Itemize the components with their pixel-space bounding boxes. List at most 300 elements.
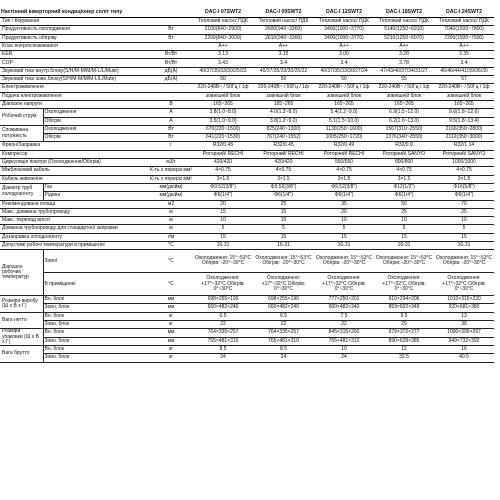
value-cell: Φ6(1/4") — [193, 192, 253, 200]
unit-cell: мм — [149, 296, 193, 304]
unit-cell: °C — [149, 273, 193, 296]
group-label: Споживана потужність — [0, 125, 43, 142]
value-cell: 660×482×240 — [193, 304, 253, 312]
value-cell: 10 — [314, 346, 374, 354]
value-cell: 3.43 — [193, 59, 253, 67]
value-cell: 949×732×392 — [434, 337, 494, 345]
value-cell: 800/800 — [374, 159, 434, 167]
value-cell: 3.8(1.0~8.0) — [193, 109, 253, 117]
value-cell: 220-240В~ / 50Гц / 1ф — [253, 84, 314, 92]
value-cell: 3.28 — [374, 51, 434, 59]
table-row — [0, 225, 494, 233]
value-cell: Охолодження: +17°~32°C Обігрів: 0°~30°C — [314, 273, 374, 296]
value-cell: R32/0.45 — [253, 142, 314, 150]
value-cell: 25 — [374, 208, 434, 216]
value-cell: 9.5 — [374, 312, 434, 320]
unit-cell: м — [149, 225, 193, 233]
table-row — [0, 150, 494, 158]
value-cell: 15 — [253, 208, 314, 216]
value-cell: зовнішній блок — [193, 92, 253, 100]
value-cell: 7.5 — [314, 312, 374, 320]
table-row — [0, 329, 494, 337]
value-cell: 165~265 — [374, 100, 434, 108]
row-label: Макс. перепад висот — [0, 217, 149, 225]
table-row — [0, 200, 494, 208]
value-cell: Φ9.52(3/8") — [253, 183, 314, 191]
value-cell: 16-31 — [314, 242, 374, 250]
value-cell: 40/37/35/33/30/27/24 — [314, 67, 374, 75]
value-cell: зовнішній блок — [434, 92, 494, 100]
row-label: Продуктивність охолодження — [0, 26, 149, 34]
value-cell: 3.15 — [253, 51, 314, 59]
table-row — [0, 159, 494, 167]
table-row — [0, 142, 494, 150]
unit-cell — [149, 42, 193, 50]
value-cell: 4×0.75 — [253, 167, 314, 175]
table-row — [0, 67, 494, 75]
table-row — [0, 84, 494, 92]
row-label: Міжблоковий кабель — [0, 167, 149, 175]
value-cell: 3×1.5 — [434, 175, 494, 183]
value-cell: 220-240В~ / 50Гц / 1ф — [374, 84, 434, 92]
group-label: Діапазон робочих температур — [0, 250, 43, 296]
unit-cell: Вт — [149, 125, 193, 133]
value-cell: Охолодження: 15°~53°C Обігрів: -20°~30°C — [434, 250, 494, 273]
value-cell: 46/46/44/41/39/36/30 — [434, 67, 494, 75]
value-cell: A++ — [314, 42, 374, 50]
group-label: Діаметр труб холодоагенту — [0, 183, 43, 200]
unit-cell: мм — [149, 304, 193, 312]
table-title: Настінний інверторний кондиціонер спліт типу — [0, 9, 149, 18]
table-row — [0, 175, 494, 183]
unit-cell: кг — [149, 346, 193, 354]
unit-cell: К-ть x переріз мм² — [150, 175, 192, 182]
value-cell: 764×335×257 — [193, 329, 253, 337]
value-cell: Φ6(1/4") — [434, 192, 494, 200]
value-cell: 1376(340~2550) — [374, 134, 434, 142]
value-cell: 12 — [374, 346, 434, 354]
group-label: Робочий струм — [0, 109, 43, 126]
model-header: DAC-I 09SWT2 — [253, 9, 314, 18]
value-cell: Роторний/ RECHI — [193, 150, 253, 158]
value-cell: 3.8(1.2~9.0) — [253, 117, 314, 125]
value-cell: 15 — [253, 233, 314, 241]
value-cell: 16-31 — [374, 242, 434, 250]
group-label: Вага нетто — [0, 312, 43, 329]
model-header: DAC-I 07SWT2 — [193, 9, 253, 18]
value-cell: Φ9.52(3/8") — [193, 183, 253, 191]
unit-cell: В — [149, 100, 193, 108]
value-cell: 6.2(1.6~13.0) — [374, 117, 434, 125]
value-cell: Φ6(1/4") — [374, 192, 434, 200]
value-cell: Тепловий насос/ ПДК — [314, 18, 374, 26]
table-row — [0, 304, 494, 312]
value-cell: 853×602×349 — [374, 304, 434, 312]
value-cell: 220-240В~ / 50Гц / 1ф — [193, 84, 253, 92]
value-cell: R32/0.49 — [314, 142, 374, 150]
value-cell: 10 — [374, 217, 434, 225]
value-cell: 9.5(1.8~13.4) — [434, 117, 494, 125]
value-cell: 1567(310~2550) — [374, 125, 434, 133]
value-cell: Охолодження: +17°~32°C Обігрів: 0°~30°C — [434, 273, 494, 296]
unit-cell: °C — [149, 250, 193, 273]
value-cell: зовнішній блок — [253, 92, 314, 100]
value-cell: 5 — [314, 225, 374, 233]
row-label: Кабель живлення — [0, 175, 149, 183]
value-cell: 765×481×310 — [253, 337, 314, 345]
value-cell: 24 — [253, 354, 314, 362]
value-cell: Охолодження: 15°~53°C Обігрів: -20°~30°C — [314, 250, 374, 273]
model-header: DAC-I 12SWT2 — [314, 9, 374, 18]
sub-label: Зовн. блок — [43, 337, 149, 345]
sub-label: Вн. блок — [43, 346, 149, 354]
spec-table — [0, 9, 494, 363]
value-cell: зовнішній блок — [374, 92, 434, 100]
value-cell: 5140(1250~6910) — [374, 26, 434, 34]
row-label: Тип / Керування — [0, 18, 149, 26]
value-cell: 32.5 — [374, 354, 434, 362]
value-cell: 777×250×201 — [314, 296, 374, 304]
value-cell: 10 — [253, 217, 314, 225]
sub-label: Рідина — [43, 192, 149, 200]
value-cell: 3×1.5 — [314, 175, 374, 183]
value-cell: 3.4 — [434, 59, 494, 67]
value-cell: 20 — [193, 200, 253, 208]
unit-cell: Вт — [149, 34, 193, 42]
value-cell: 5 — [374, 225, 434, 233]
unit-cell: дБ(A) — [149, 67, 193, 75]
value-cell: 825(240~1300) — [253, 125, 314, 133]
value-cell: 25 — [434, 208, 494, 216]
row-label: EER — [0, 51, 149, 59]
table-row — [0, 76, 494, 84]
table-row — [0, 42, 494, 50]
value-cell: 55 — [374, 76, 434, 84]
value-cell: A++ — [193, 42, 253, 50]
unit-cell — [149, 92, 193, 100]
group-label: Вага брутто — [0, 346, 43, 363]
value-cell: 70 — [434, 200, 494, 208]
value-cell: Тепловий насос/ ПДК — [193, 18, 253, 26]
sub-label: Вн. блок — [43, 296, 149, 304]
row-label: Електроживлення — [0, 84, 149, 92]
value-cell: A++ — [253, 42, 314, 50]
value-cell: Роторний/ SANYO — [434, 150, 494, 158]
value-cell: Тепловий насос/ ПДК — [434, 18, 494, 26]
value-cell: 4.0(1.2~8.0) — [253, 109, 314, 117]
value-cell: 420/420 — [253, 159, 314, 167]
value-cell: Φ16(5/8") — [434, 183, 494, 191]
unit-cell: м2 — [149, 200, 193, 208]
unit-cell: Вт/Вт — [149, 59, 193, 67]
value-cell: 910×294×206 — [374, 296, 434, 304]
value-cell: 1000/1000 — [434, 159, 494, 167]
row-label: Клас енергоспоживання — [0, 42, 149, 50]
row-label: COP — [0, 59, 149, 67]
table-row — [0, 51, 494, 59]
value-cell: 40/37/35/33/30/25/22 — [253, 67, 314, 75]
table-row — [0, 18, 494, 26]
row-label: Продуктивність обігріву — [0, 34, 149, 42]
value-cell: 22 — [193, 320, 253, 328]
value-cell: R32/1.14 — [434, 142, 494, 150]
spec-body — [0, 18, 494, 363]
unit-cell: мм(дюйм) — [149, 192, 193, 200]
value-cell: 765×481×310 — [193, 337, 253, 345]
value-cell: 15 — [374, 233, 434, 241]
value-cell: 10 — [434, 217, 494, 225]
value-cell: 698×255×190 — [253, 296, 314, 304]
value-cell: 420/420 — [193, 159, 253, 167]
value-cell: Роторний/ SANYO — [374, 150, 434, 158]
value-cell: Охолодження: +17°~32°C Обігрів: 0°~30°C — [374, 273, 434, 296]
value-cell: зовнішній блок — [314, 92, 374, 100]
value-cell: 2100(840~2900) — [193, 26, 253, 34]
value-cell: 6.5 — [193, 312, 253, 320]
value-cell: 7040(1500~7800) — [434, 26, 494, 34]
value-cell: 8.5 — [193, 346, 253, 354]
table-row — [0, 208, 494, 216]
value-cell: 15 — [314, 233, 374, 241]
value-cell: 3×1.5 — [253, 175, 314, 183]
value-cell: 50 — [374, 200, 434, 208]
value-cell: 8.5 — [253, 346, 314, 354]
value-cell: 13 — [434, 312, 494, 320]
value-cell: A++ — [434, 42, 494, 50]
value-cell: 2600(940~3360) — [253, 26, 314, 34]
unit-cell: А — [149, 109, 193, 117]
value-cell: 165~265 — [314, 100, 374, 108]
value-cell: 979×372×277 — [374, 329, 434, 337]
unit-cell: °C — [149, 242, 193, 250]
unit-cell: м3/г — [149, 159, 193, 167]
row-label: Рекомендована площа — [0, 200, 149, 208]
model-header: DAC-I 18SWT2 — [374, 9, 434, 18]
value-cell: 50 — [314, 76, 374, 84]
value-cell: Φ9.52(3/8") — [314, 183, 374, 191]
value-cell: 6.9(1.5~12.0) — [374, 109, 434, 117]
row-label: Фреон/Заправка — [0, 142, 149, 150]
value-cell: 4×0.75 — [434, 167, 494, 175]
model-header: DAC-I 24SWT2 — [434, 9, 494, 18]
value-cell: 165~265 — [253, 100, 314, 108]
value-cell: Φ6(1/4") — [314, 192, 374, 200]
table-row — [0, 117, 494, 125]
value-cell: 1130(250~1600) — [314, 125, 374, 133]
row-label: Макс. довжина трубопроводу — [0, 208, 149, 216]
unit-cell: мм — [149, 329, 193, 337]
sub-label: Зовні — [43, 250, 149, 273]
value-cell: R32/0.9 — [374, 142, 434, 150]
table-row — [0, 26, 494, 34]
table-row — [0, 346, 494, 354]
table-row — [0, 233, 494, 241]
value-cell: 5 — [193, 225, 253, 233]
value-cell: 10 — [193, 217, 253, 225]
value-cell: 5 — [253, 225, 314, 233]
table-row — [0, 192, 494, 200]
unit-cell: мм(дюйм) — [149, 183, 193, 191]
value-cell: 22 — [253, 320, 314, 328]
row-label: Дозаправка холодоагенту — [0, 233, 149, 241]
unit-cell: г/м — [149, 233, 193, 241]
value-cell: 16 — [434, 346, 494, 354]
unit-cell: м — [149, 217, 193, 225]
value-cell: 50 — [253, 76, 314, 84]
unit-cell — [149, 84, 193, 92]
value-cell: 165~265 — [193, 100, 253, 108]
table-row — [0, 337, 494, 345]
table-row — [0, 242, 494, 250]
value-cell: 29 — [374, 320, 434, 328]
value-cell: 16-31 — [253, 242, 314, 250]
unit-cell: м — [149, 208, 193, 216]
table-row — [0, 134, 494, 142]
value-cell: 220-240В~ / 50Гц / 1ф — [314, 84, 374, 92]
value-cell: Φ12(1/2") — [374, 183, 434, 191]
value-cell: Охолодження: 15°~53°C Обігрів: -20°~30°C — [253, 250, 314, 273]
value-cell: 4×0.75 — [193, 167, 253, 175]
value-cell: 3400(1000~3770) — [314, 26, 374, 34]
value-cell: 6.5 — [253, 312, 314, 320]
table-row — [0, 273, 494, 296]
value-cell: 3.4 — [314, 59, 374, 67]
table-row — [0, 217, 494, 225]
value-cell: Тепловий насос/ ПДК — [374, 18, 434, 26]
value-cell: Охолодження: +17°~32°C Обігрів: 0°~30°C — [193, 273, 253, 296]
value-cell: 47/43/40/37/34/31/27 — [374, 67, 434, 75]
value-cell: 1010×315×220 — [434, 296, 494, 304]
table-row — [0, 183, 494, 191]
table-row — [0, 296, 494, 304]
row-label: Звуковий тиск зовн.блоку(S/H/M-M/M/M-L/L/Mute) — [0, 76, 149, 84]
unit-cell — [149, 150, 193, 158]
value-cell: 35 — [314, 200, 374, 208]
value-cell: Охолодження: 15°~53°C Обігрів: -20°~30°C — [193, 250, 253, 273]
table-row — [0, 167, 494, 175]
value-cell: A++ — [374, 42, 434, 50]
table-row — [0, 34, 494, 42]
value-cell: 920×681×380 — [434, 304, 494, 312]
value-cell: 10 — [314, 217, 374, 225]
value-cell: 3.5(1.0~9.0) — [193, 117, 253, 125]
value-cell: 660×482×240 — [253, 304, 314, 312]
value-cell: 3×1.5 — [193, 175, 253, 183]
value-cell: 50 — [193, 76, 253, 84]
unit-cell: кг — [149, 312, 193, 320]
unit-cell: мм — [149, 337, 193, 345]
table-row — [0, 59, 494, 67]
group-label: Розміри упаковки (Ш х В х Г) — [0, 329, 43, 346]
table-row — [0, 312, 494, 320]
unit-cell: кг — [149, 320, 193, 328]
value-cell: 38 — [434, 320, 494, 328]
table-row — [0, 320, 494, 328]
value-cell: 3.4 — [253, 59, 314, 67]
value-cell: 670(220~1500) — [193, 125, 253, 133]
value-cell: R32/0.45 — [193, 142, 253, 150]
unit-cell: К-ть x переріз мм² — [150, 167, 192, 174]
row-label: Подача електроживлення — [0, 92, 149, 100]
value-cell: 3×1.5 — [374, 175, 434, 183]
value-cell: 2112(350~3000) — [434, 134, 494, 142]
value-cell: Роторний/ RECHI — [314, 150, 374, 158]
value-cell: 1090×395×297 — [434, 329, 494, 337]
value-cell: 24 — [314, 354, 374, 362]
value-cell: 5 — [434, 225, 494, 233]
row-label: Діапазон напруги — [0, 100, 149, 108]
value-cell: 16-31 — [434, 242, 494, 250]
value-cell: 641(220~1530) — [193, 134, 253, 142]
value-cell: 3400(1000~3770) — [314, 34, 374, 42]
value-cell: 3.78 — [374, 59, 434, 67]
value-cell: 698×255×190 — [193, 296, 253, 304]
value-cell: Роторний/ RECHI — [253, 150, 314, 158]
value-cell: Охолодження: +17°~32°C Обігрів: 0°~30°C — [253, 273, 314, 296]
value-cell: 845×315×260 — [314, 329, 374, 337]
row-label: Циркуляція повітря (Охолодження/Обігрів) — [0, 159, 149, 167]
value-cell: 24 — [193, 354, 253, 362]
group-label: Розміри виробу (Ш х В х Г) — [0, 296, 43, 313]
sub-label: Вн. блок — [43, 312, 149, 320]
table-row — [0, 354, 494, 362]
value-cell: 5.1(1.5~10.0) — [314, 117, 374, 125]
value-cell: 550/650 — [314, 159, 374, 167]
sub-label: В приміщенні — [43, 273, 149, 296]
value-cell: 15 — [193, 208, 253, 216]
value-cell: 765×481×310 — [314, 337, 374, 345]
value-cell: 1005(250~1720) — [314, 134, 374, 142]
value-cell: 3.00 — [314, 51, 374, 59]
sub-label: Обігрів — [43, 117, 149, 125]
value-cell: Охолодження: 15°~53°C Обігрів: -20°~30°C — [374, 250, 434, 273]
unit-cell: Вт — [149, 134, 193, 142]
row-label: Звуковий тиск внутр.блоку(S/H/M-M/M/M-L/L/Mute) — [0, 67, 149, 75]
unit-cell: г — [149, 142, 193, 150]
sub-label: Зовн. блок — [43, 354, 149, 362]
value-cell: 40/37/35/33/30/25/22 — [193, 67, 253, 75]
row-label: Компресор — [0, 150, 149, 158]
table-row — [0, 109, 494, 117]
unit-cell — [149, 18, 193, 26]
value-cell: 3.13 — [193, 51, 253, 59]
value-cell: 2166(350~2800) — [434, 125, 494, 133]
value-cell: 3.35 — [434, 51, 494, 59]
sub-label: Вн. блок — [43, 329, 149, 337]
sub-label: Охолодження — [43, 109, 149, 117]
value-cell: 764×335×257 — [253, 329, 314, 337]
value-cell: 57 — [434, 76, 494, 84]
unit-cell: кг — [149, 354, 193, 362]
value-cell: 9.6(1.8~12.6) — [434, 109, 494, 117]
unit-cell: Вт/Вт — [149, 51, 193, 59]
value-cell: 20 — [314, 208, 374, 216]
value-cell: 767(240~1552) — [253, 134, 314, 142]
value-cell: 2200(840~3000) — [193, 34, 253, 42]
unit-cell: Вт — [149, 26, 193, 34]
value-cell: 220-240В~ / 50Гц / 1ф — [434, 84, 494, 92]
value-cell: 4×0.75 — [314, 167, 374, 175]
value-cell: 40.5 — [434, 354, 494, 362]
unit-cell: А — [149, 117, 193, 125]
value-cell: 7200(1500~7500) — [434, 34, 494, 42]
row-label: Довжина трубопроводу для стандартної заправки — [0, 225, 149, 233]
value-cell: 2610(940~3360) — [253, 34, 314, 42]
table-row — [0, 125, 494, 133]
value-cell: 5.4(1.2~9.0) — [314, 109, 374, 117]
value-cell: 16-31 — [193, 242, 253, 250]
sub-label: Обігрів — [43, 134, 149, 142]
